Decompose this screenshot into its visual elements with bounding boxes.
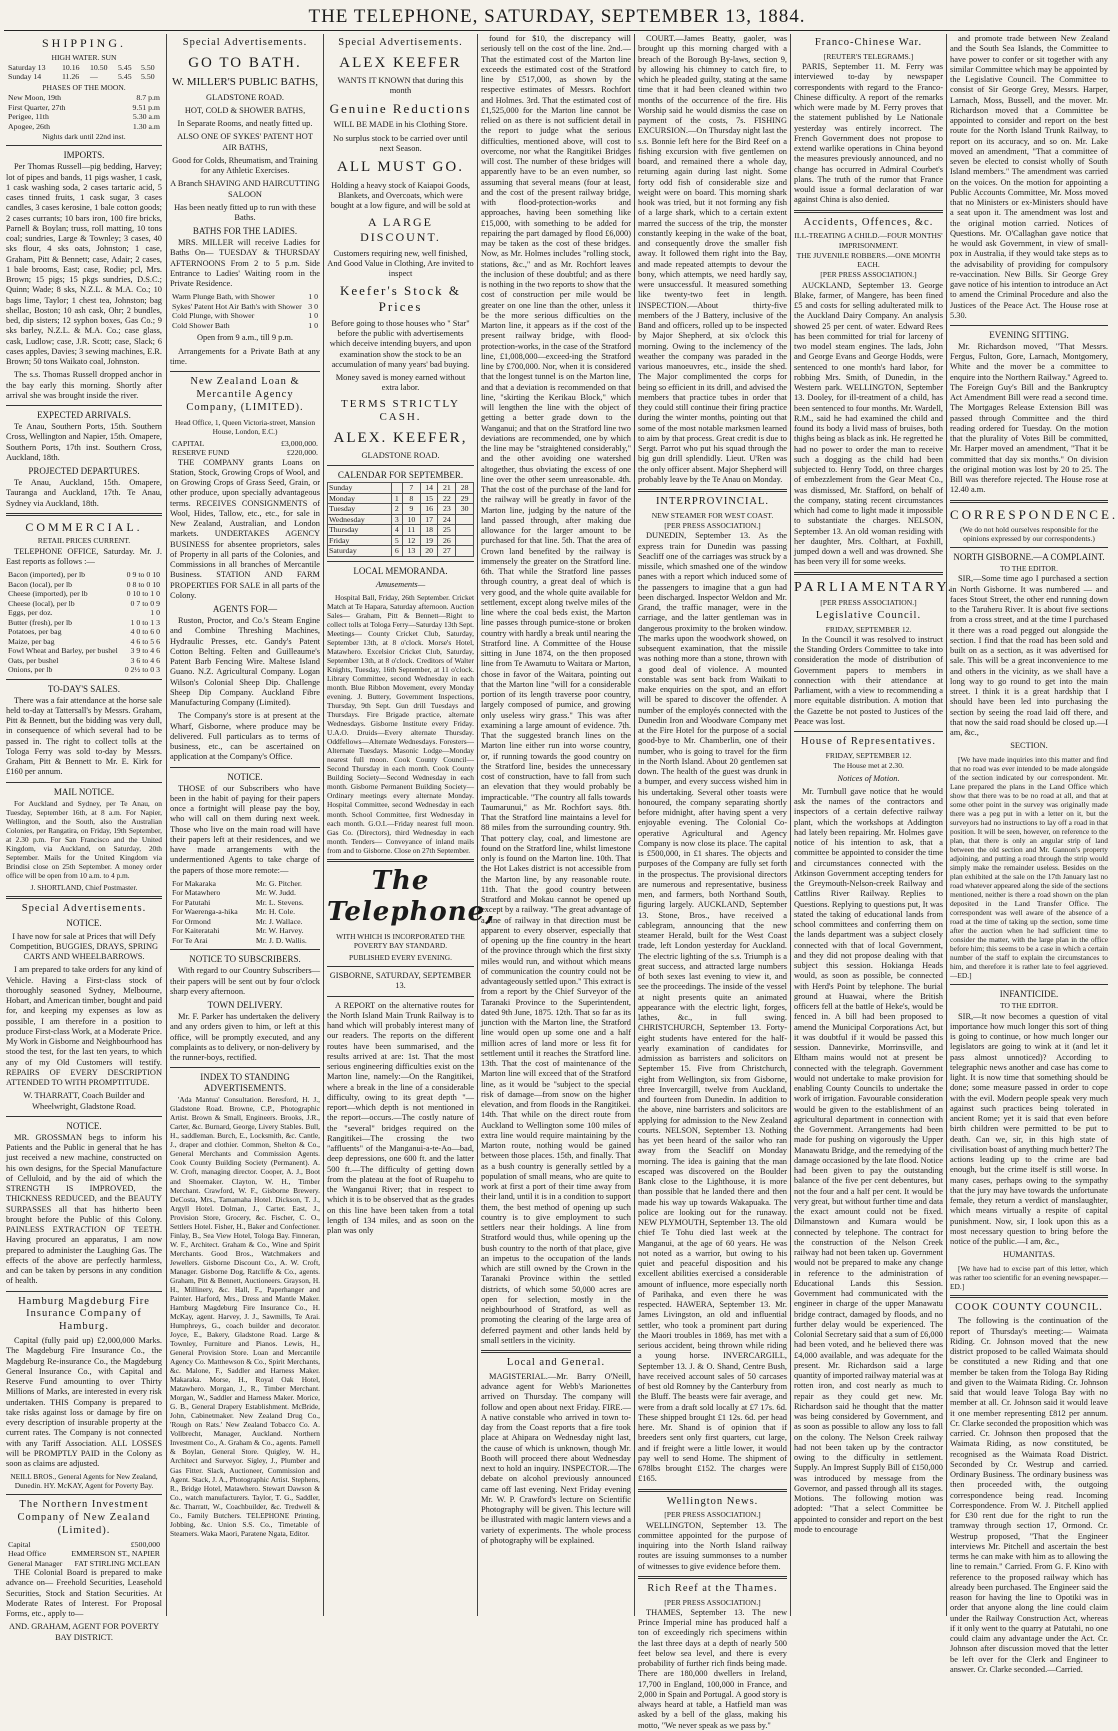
notice-text: THOSE of our Subscribers who have been in the habit of paying for their papers once a fortnight will please pay the boy, who will call on them during next week. Those who live on the main road will have their papers left at their residences, and we have made arrangements with the undermentioned Agents to take charge of the papers of those more remote:— <box>170 783 320 875</box>
keefer-terms: TERMS STRICTLY CASH. <box>341 397 460 424</box>
table-row: Capital £500,000 <box>8 1539 160 1549</box>
local-text: MAGISTERIAL.—Mr. Barry O'Neill, advance agent for Webb's Marionettes arrived on Thursday. The company will follow and open about next Friday. FIRE.—A native constable who arrived in town to-day from the Coast reports that a fire took place at Ahipara on Wednesday night last, the cause of which is unknown, though Mr. Booth will proceed there about Wednesday next to hold an inquiry. INSPECTOR.—The debate on alcohol previously announced came off last evening. Next Friday evening Mr. W. P. Crawford's lecture on Scientific Photography will be given. This lecture will be illustrated with magic lantern views and a variety of experiments. The whole process of photography will be explained. <box>481 1371 632 1545</box>
keefer-line: Holding a heavy stock of Kaiapoi Goods, Blankets, and Overcoats, which were bought at a low figure, and will be sold at <box>330 180 471 210</box>
country-heading: NOTICE TO SUBSCRIBERS. <box>189 954 301 965</box>
parliamentary-heading: PARLIAMENTARY. <box>794 579 955 595</box>
interprovincial-heading: INTERPROVINCIAL. <box>655 496 770 507</box>
table-row: CAPITAL £3,000,000. <box>172 438 318 448</box>
table-row: Cold Shower Bath 1 0 <box>172 320 318 330</box>
dentist-notice: MR. GROSSMAN begs to inform his Patients and the Public in general that he has just received a new machine, constructed on his own designs, for the Special Manufacture of Celluloid, and by the aid of which the STRENGTH IS IMPROVED, the THICKNESS REDUCED, and the BEAUTY SURPASSES all that has hitherto been brought before the Public of this Colony. PAINLESS EXTRACTION OF TEETH. Having procured an apparatus, I am now prepared to administer the Laughing Gas. The effects of the above are perfectly harmless, and can be taken by persons in any condition of health. <box>6 1132 162 1286</box>
wellington-heading: Wellington News. <box>666 1495 759 1507</box>
special-ads-heading: Special Advertisements. <box>21 902 147 914</box>
hr-heading: House of Representatives. <box>801 736 936 748</box>
table-row: Potatoes, per bag 4 0 to 6 0 <box>8 627 160 637</box>
keefer-allmust: ALL MUST GO. <box>337 159 464 176</box>
infanticide-note: [We have had to excise part of this letter, which was rather too scientific for an evening newspaper.—ED.] <box>950 1263 1108 1291</box>
editorial-text: A REPORT on the alternative routes for the North Island Main Trunk Railway is to hand which will probably interest many of our readers. The reports on the different routes have been summarised, and the results arrived at are: 1st. That the most serious engineering difficulties exist on the Marton line, namely:—On the Rangitikei, where a break in the line of a considerable difficulty, owing to its great depth "—report—which depth is not mentioned in the report—occurs.—The costly nature of the "several" bridges required on the Rangitikei—The crossing the two "affluents" of the Manganui-a-te-Ao—bad, deep depressions, one 600 ft. and the latter 500 ft.—The difficulty of getting down from the plateau at the foot of Ruapehu to the Wanganui River; that in respect to which it is to be observed that as the grades on this line have been taken from a total length of 134 miles, and as soon on the plan was only <box>327 1000 474 1236</box>
moon-table <box>6 93 162 131</box>
keefer-discount: A LARGE DISCOUNT. <box>360 215 441 244</box>
hr-notices: Notices of Motion. <box>837 773 900 783</box>
press-association: [PER PRESS ASSOCIATION.] <box>664 521 761 531</box>
table-row: For Ormond Mr. J. Wallace. <box>172 916 303 926</box>
calendar-heading: CALENDAR FOR SEPTEMBER. <box>337 470 464 481</box>
accidents-sub: ILL-TREATING A CHILD.—FOUR MONTHS' IMPRISONMENT. <box>794 231 943 250</box>
special-ads-heading: Special Advertisements. <box>182 37 308 48</box>
table-row: Onions, per lb 0 2½ to 0 3 <box>8 665 160 675</box>
memo-heading: LOCAL MEMORANDA. <box>353 565 448 576</box>
press-association: [REUTER'S TELEGRAMS.] <box>823 51 914 61</box>
notice-sign: W. THARRATT, Coach Builder and Wheelwright, Gladstone Road. <box>23 1091 145 1111</box>
nzloan-heading: New Zealand Loan & Mercantile Agency Company, (LIMITED). <box>186 376 304 413</box>
telephone-date: GISBORNE, SATURDAY, SEPTEMBER 13. <box>329 971 472 991</box>
table-row: Butter (fresh), per lb 1 0 to 1 3 <box>8 617 160 627</box>
letter-to: TO THE EDITOR. <box>999 564 1058 574</box>
infanticide-text: SIR,—It now becomes a question of vital importance how much longer this sort of thing is going to continue, or how much longer our legislators are going to wink at it (and let it pass almost unnoticed)? According to telegraphic news another and case has come to light. It is now time that something should be done; some measure passed in order to cope with the evil. Modern people speak very much against such practices being tolerated in ancient Rome; yet it is said that even before birth children were permitted to be put to death. Can we, sir, in this high state of civilisation boast of anything much better? The actions leading up to the crime are bad enough, but the crime itself is still worse. In many cases, perhaps owing to the sympathy that the jury may have towards the unfortunate female, they return a verdict of manslaughter, which means virtually a respite of capital punishment. Now, sir, I look upon this as a most necessary question to bring before the notice of the public.—I am, &c., <box>950 1011 1109 1247</box>
table-row: For Matawhero Mr. W. Judd. <box>172 888 296 898</box>
local-cont: COURT.—James Beatty, gaoler, was brought up this morning charged with a breach of the Borough By-laws, section 9, by allowing his chimney to catch fire, to which he pleaded guilty, stating at the same time that it had been cleaned within two months of the occurrence of the fire. His Worship said he would dismiss the case on payment of the costs, 7s. FISHING EXCURSION.—On Thursday night last the s.s. Bonnie left here for the Bird Reef on a fishing excursion with five gentlemen on board, and remained there a whole day, returning again during last night. Some forty odd fish of considerable size and weight were on board. This morning shark hook was tried, but it not forming any fish of a large shark, which to a certain extent marred the success of the trip, the monster constantly keeping in the wake of the boat, and consequently drove the smaller fish away. It followed them right into the Bay, and made repeated attempts to devour the bony, which attempts, we need hardly say, were unsuccessful. It measured something like twenty-two feet in length. INSPECTION.—About thirty-five members of the J Battery, inclusive of the Band and officers, rolled up to be inspected by Major Shepherd, at six o'clock this morning. Owing to the inclemency of the weather the company was paraded in the various manoeuvres, etc., inside the shed. The Major complimented the corps for being so efficient in its drill, and advised the members that practice tubes in order that they could still continue their firing practice during the winter months, pointing out that some of the most notable marksmen learned to aim by that process. Great credit is due to Sergt. Parrot who put his squad through the big gun drill splendidly. Lieut. U'Ren was the only officer absent. Major Shepherd will probably leave by the Te Anau on Monday. <box>638 34 787 484</box>
press-association: [PER PRESS ASSOCIATION.] <box>664 1510 761 1520</box>
table-row: For Kaiteratahi Mr. W. Harvey. <box>172 926 304 936</box>
keefer-line: Customers requiring new, well finished, And Good Value in Clothing, Are invited to inspect <box>327 248 474 278</box>
baths-line: In Separate Rooms, and neatly fitted up. <box>177 119 313 128</box>
keefer-sign: ALEX. KEEFER, <box>333 429 468 446</box>
notice-lead: I have now for sale at Prices that will Defy Competition, BUGGIES, DRAYS, SPRING CARTS AND WHEELBARROWS. <box>9 931 159 962</box>
mail-heading: MAIL NOTICE. <box>53 786 115 797</box>
column-3 <box>327 34 496 1614</box>
franco-text: PARIS, September 11. M. Ferry was interviewed to-day by newspaper correspondents with regard to the Franco-Chinese difficulty. A report of the remarks which were made by M. Ferry proves that the statement published by Le Nationale yesterday was entirely incorrect. The French Government does not propose to extend warlike operations in China beyond the measures previously announced, and no change has occurred in Admiral Courbet's plans. The truth of the rumor that France would issue a formal declaration of war against China is also denied. <box>794 62 943 205</box>
lc-text: In the Council it was resolved to instruct the Standing Orders Committee to take into consideration the mode of distribution of Government papers to members in connection with their attendance at Parliament, with a view to recommending a more equitable distribution. A motion that the Gazette be not posted to Justices of the Peace was lost. <box>794 634 943 726</box>
lc-date: FRIDAY, SEPTEMBER 12. <box>825 624 912 634</box>
table-row: Monday 1 8 15 22 29 <box>328 493 474 504</box>
press-association: [PER PRESS ASSOCIATION.] <box>664 1597 761 1607</box>
parl-cont: and promote trade between New Zealand and the South Sea Islands, the Committee to have power to confer or sit together with any similar Committee which may be appointed by the Legislative Council. The Committee to consist of Sir George Grey, Messrs. Harper, Larnach, Moss, Bussell, and the mover. Mr. Richardson moved that a Committee be appointed to consider and report on the best route for the North Island Trunk Railway, to report on its accuracy, and so on. Mr. Lake moved an amendment, "That a committee of seven be elected to consist wholly of South Island members." The amendment was carried on the voices. On the motion for appointing a Public Accounts Committee, Mr. Moss moved that no Ministers or ex-Ministers should have a seat upon it. The amendment was lost and the original motion carried. Notices of Questions. Mr. O'Callaghan gave notice that he would ask Government, in view of small-pox in Australia, if they would take steps as to the advisability of providing for compulsory re-vaccination. New Bills. Sir George Grey gave notice of his intention to introduce an Act to amend the Criminal Procedure and also the Justices of the Peace Act. The House rose at 5.30. <box>950 34 1108 320</box>
notice-heading: NOTICE. <box>227 771 263 782</box>
notice-body: I am prepared to take orders for any kind of Vehicle. Having a First-class stock of thoroughly seasoned Sydney, Melbourne, Hobart, and American timber, bought and paid for, and keeping my expenses as low as possible, I am therefore in a position to produce First-class Work, at a Moderate Price. My Work in Gisborne and Neighbourhood has stood the test, for the last ten years, to which any of my Old Customers will testify. REPAIRS OF EVERY DESCRIPTION ATTENDED TO WITH PROMPTITUDE. <box>6 965 162 1088</box>
table-row: For Patutahi Mr. L. Stevens. <box>172 897 304 907</box>
departures-text: Te Anau, Auckland, 15th. Omapere, Tauranga and Auckland, 17th. Te Anau, Sydney via Auckland, 18th. <box>6 478 162 508</box>
moon-note: Nights dark until 22nd inst. <box>42 132 126 142</box>
northern-sign: AND. GRAHAM, AGENT FOR POVERTY BAY DISTRICT. <box>8 1622 160 1642</box>
prices-heading: RETAIL PRICES CURRENT. <box>37 536 131 546</box>
masthead: THE TELEPHONE, SATURDAY, SEPTEMBER 13, 1884. <box>308 6 806 27</box>
baths-line: A Branch SHAVING AND HAIRCUTTING SALOON <box>170 179 320 199</box>
rich-reef-heading: Rich Reef at the Thames. <box>647 1582 778 1594</box>
table-row: For Te Arai Mr. J. D. Wallis. <box>172 935 307 945</box>
nzloan-foot: The Company's store is at present at the Wharf, Gisborne, where produce may be delivered. Full particulars as to terms of business, etc., can be ascertained on application at the Company's Office. <box>170 711 320 762</box>
country-text: With regard to our Country Subscribers—their papers will be sent out by four o'clock sharp every afternoon. <box>170 966 320 996</box>
ladies-heading: BATHS FOR THE LADIES. <box>192 226 298 237</box>
county-text: The following is the continuation of the report of Thursday's meeting:— Waimata Riding. Cr. Johnson moved that the new district proposed to be called Waimata should be constituted a new Riding and that one member be taken from the Tologa Bay Riding and given to the Waimata Riding. Cr. Johnson said that would leave Tologa Bay with no member at all. Cr. Johnson said it would leave it one member representing £812 per annum. Cr. Clarke seconded the proposition which was carried. Cr. Johnson then proposed that the Waimata Riding, as now constituted, be recognised as the Waimata Road District. Seconded by Cr. Westrup and carried. Ordinary Business. The ordinary business was then proceeded with, the outgoing correspondence being read. Incoming Correspondence. From W. J. Pitchell applied for £30 rent due for the right to run the tramway through section 17, Ormond. Cr. Westrup proposed, "That the Engineer interviews Mr. Pitchell and ascertain the best terms he can make with him as to allowing the line to remain." Carried. From G. F. Kino with reference to the proposed railway which has already been purchased. The Engineer said the reason for having the line to Opotiki was in order that anyone along the line could claim under the Railway Construction Act, whereas if it only went to the quarry at Patutahi, no one could claim any advantage under the Act. Cr. Johnson after discussion moved that the letter be left over for the Clerk and Engineer to answer. Cr. Clarke seconded.—Carried. <box>950 1316 1108 1674</box>
town-heading: TOWN DELIVERY. <box>207 1000 283 1011</box>
accidents-heading: Accidents, Offences, &c. <box>803 216 934 228</box>
baths-line: Has been neatly fitted up to run with these Baths. <box>174 202 316 222</box>
commercial-heading: COMMERCIAL. <box>25 519 143 534</box>
sales-text: There was a fair attendance at the horse sale held to-day at Tattersall's by Messrs. Graham, Pitt & Bennett, but the bidding was very dull, in consequence of which several had to be passed in. The right to collect tolls at the Tologa Ferry was sold to-day by Messrs. Graham, Pitt & Bennett to Mr. E. Kirk for £160 per annum. <box>6 695 162 777</box>
table-row: New Moon, 19th 8.7 p.m <box>8 93 160 103</box>
table-row: Sunday 7 14 21 28 <box>328 483 474 494</box>
table-row: Tuesday 2 9 16 23 30 <box>328 504 474 515</box>
table-row: General Manager FAT STIRLING MCLEAN <box>8 1558 160 1568</box>
memo-text: Hospital Ball, Friday, 26th September. Cricket Match at Te Hapara, Saturday afternoon. Auction Sales— Graham, Pitt & Bennett—Right to collect tolls at Tologa Ferry—Saturday 13th Sept. Meetings— County Cricket Club, Saturday, September 13th, at 8 o'clock. Morse's Hotel, Matawhero. Excelsior Cricket Club, Saturday, September 13th, at 8 o'clock. Creditors of Walter Knights, Tuesday, 16th September, at 11 o'clock. Library Committee, second Wednesday in each month. Blue Ribbon Movement, every Monday evening. J. Buttery, Government Inspections, Thursday, 9th Sept. Gun drill Tuesdays and Thursdays. Fire Brigade practice, alternate Wednesdays. Gisborne Institute every Friday. U.A.O. Druids—Every alternate Thursday. Oddfellows—Alternate Wednesdays. Foresters—Alternate Tuesdays. Masonic Lodge—Monday nearest full moon. Cook County Council—Second Thursday in each month. Cook County Building Society—Second Wednesday in each month. Gisborne Permanent Building Society—Ordinary meetings every alternate Monday. Hospital Committee, second Wednesday in each month. School Committee, first Wednesday in each month. G.O.I.—Friday nearest full moon. Gas Co. (Directors), third Wednesday in each month. Tenders— Conveyance of inland mails from and to Gisborne. Close on 27th September. <box>327 592 474 855</box>
table-row: Cold Plunge, with Shower 1 0 <box>172 311 318 321</box>
prices-table <box>6 570 162 675</box>
evening-text: Mr. Richardson moved, "That Messrs. Fergus, Fulton, Gore, Larnach, Montgomery, White and the mover be a committee to enquire into the Northern Railway." Agreed to. The Foreign Guy's Bill and the Bankruptcy Act Amendment Bill were read a second time. The Mortgages Release Extension Bill was passed through Committee and the third reading ordered for Tuesday. On the motion that the plurality of Votes Bill be committed, Mr. Harper moved an amendment, "That it be committed that day six months." On division the original motion was lost by 20 to 25. The Bill was therefore rejected. The House rose at 12.40 a.m. <box>950 341 1108 495</box>
column-6 <box>794 34 955 1614</box>
correspondence-note: (We do not hold ourselves responsible for the opinions expressed by our correspondents.) <box>960 524 1098 543</box>
infanticide-heading: INFANTICIDE. <box>999 989 1059 1000</box>
northern-heading: The Northern Investment Company of New Zealand (Limited). <box>17 1499 151 1536</box>
tides-heading: HIGH WATER. SUN <box>51 52 117 62</box>
table-row: Wednesday 3 10 17 24 <box>328 514 474 525</box>
keefer-line: No surplus stock to be carried over until next Season. <box>333 133 468 153</box>
table-row: For Makaraka Mr. G. Pitcher. <box>172 878 302 888</box>
telephone-pub: PUBLISHED EVERY EVENING. <box>349 953 452 963</box>
shipping-heading: SHIPPING. <box>41 36 126 50</box>
column-4 <box>481 34 631 1614</box>
editorial-cont: found for $10, the discrepancy will seriously tell on the cost of the line. 2nd.—That the estimated cost of the Marton line exceeds the estimated cost of the Stratford line by £517,000, as shown by the respective estimates of Messrs. Rochfort and Holmes. 3rd. That the estimated cost of £1,525,000 for the Marton line cannot be relied on as there is not sufficient detail in the report to judge what the serious difficulties, mentioned above, will cost to overcome, nor what the Rangitikei Bridges will cost. The number of these bridges will apparently have to be an even number, so assuming that several means (four at least, and the cost of the present railway bridge, with flood-protection-works and approaches, having been something like £15,000, with something to be added for repairing the part damaged by flood £6,000) may be taken as the cost of these bridges. Now, as Mr. Holmes includes "rolling stock, stations, &c.," and as Mr. Rochfort leaves the inclusion of these doubtful; and as there is nothing in the two reports to show that the cost of construction per mile would be greater on one line than the other, unless it be the more serious difficulties on the Marton line, it appears as if the cost of the present railway bridge, with flood-protection-works, in the case of the Stratford line, £1,008,000—exceed-ing the Stratford line by £700,000. Nor, when it is considered that the longest tunnel is on the Marton line, and that a deviation is recommended on that line, "skirting the Kerikau Block," which will lengthen the line with the object of getting a better grade down to the Wanganui; and that on the Stratford line two deviations are recommended, one by which the line may be "straightened considerably," and the other avoiding one watershed altogether, thus obviating the excess of one line over the other seem unreasonable. 4th. That the cost of the purchase of the land for the railway will be greatly in favor of the Marton line, judging by the nature of the land passed through, after making due allowance for the larger amount to be purchased for that line. 5th. That the area of Crown land benefited by the railway is immensely the greater on the Stratford line. 6th. That while the Stratford line passes through country, a great deal of which is very good, and the whole quite available for settlement, except along twelve miles of the line where the coal beds exist, the Marton line passes through pumice-stone or broken country with hardly a break until nearing the Stratford line. A Committee of the House sitting in June 1874, on the then proposed line from Te Awamutu to Waitara or Marton, chose in favor of the Waitara, pointing out that the Marton line "will for a considerable portion of its length traverse poor country, largely composed of pumice, and growing only useless wiry grass." This was after examining a large amount of evidence. 7th. That the suggested branch lines on the Marton line either run into worse country, or, if running towards the good country on the Stratford line, besides the unnecessary cost of construction, have to fall from such an elevation that they would probably be impracticable. "The country all falls towards Taumarunui," as Mr. Rochfort says. 8th. That the Stratford line maintains a level for 88 miles from the surrounding country. 9th. That pottery clay, coal, and limestone are found on the Stratford line, whilst limestone only is found on the Marton line. 10th. That the Hot Lakes district is not accessible from the Marton line, by any reasonable route. 11th. That the good country between Stratford and Mokau cannot be opened up except by a railway. "The great advantage of a line of railway in that direction must be apparent to every observer, especially that of opening up the fine country in the heart of the province through which the first sixty miles would run, and without which means of communication the country could not be advantageously settled upon." This extract is from a report by the Chief Surveyor of the Taranaki Province to the Superintendent, dated 9th June, 1875. 12th. That so far as its junction with the Marton line, the Stratford line would open up some one and a half million acres of land more or less fit for settlement until it reaches the Stratford line. 13th. That the cost of maintenance of the Marton line will exceed that of the Stratford line, as it would be "subject to the special risk of damage—from snow on the higher elevation, and from floods in the Rangitikei. 14th. That while on the direct route from Auckland to Wellington some 100 miles of extra line would require maintaining by the Marton route, nothing would be gained between those places. 15th, and finally. That as a bush country is generally settled by a population of small means, who are quite to work at first a port of their time away from their land, until it is in a condition to support them, the best method of opening up such country is to give employment to such settlers near their holdings. A line from Stratford would thus, while opening up the bush country to the north of that place, give an impetus to the occupation of the lands which are still owned by the Crown in the Taranaki Province within the settled districts, of which some 50,000 acres are open for selection, mostly in the neighbourhood of Stratford, as well as promoting the clearing of the large area of deferred payment and other lands held by small settlers in the vicinity. <box>481 34 632 1345</box>
departures-heading: PROJECTED DEPARTURES. <box>28 466 140 477</box>
ladies-note: Arrangements for a Private Bath at any time. <box>170 346 320 366</box>
baths-line: HOT, COLD & SHOWER BATHS, <box>184 105 306 115</box>
hr-time: The House met at 2.30. <box>833 761 904 771</box>
baths-line: ALSO ONE OF SYKES' PATENT HOT AIR BATHS, <box>177 132 313 152</box>
table-row: Head Office EMMERSON ST., NAPIER <box>8 1549 160 1559</box>
rich-reef-text: THAMES, September 13. The new Prince Imperial mine has produced half a ton of exceedingly rich specimens within the last three days at a depth of nearly 500 feet below sea level, and there is every probability of further rich finds being made. There are 180,000 dwellers in Ireland, 17,700 in England, 100,000 in France, and 2,000 in Spain and Portugal. A good story is always heard at table, a Hatfield man was asked by a bell of the glass, making his motto, "We never speak as we pass by." <box>638 1607 787 1730</box>
letter-text: SIR,—Some time ago I purchased a section in North Gisborne. It was numbered — and faces Stout Street, the other end running down to the Taruheru River. It is about five sections from a cross street, and at the time I purchased it there was a road pegged out alongside the section. I find that the road has been sold and built on as a section, as it was advertised for sale. This will be a great inconvenience to me and others in the vicinity, as we shall have a long way to go round to get into the main street. I think it is a great hardship that I should have been led into purchasing the section by seeing the road laid off there, and that now the said road should be closed up.—I am, &c., <box>950 574 1108 738</box>
lc-heading: Legislative Council. <box>815 609 922 621</box>
table-row: Cheese (local), per lb 0 7 to 0 9 <box>8 598 160 608</box>
tides-table <box>6 63 162 82</box>
nzloan-capital <box>170 439 320 458</box>
interprovincial-text: DUNEDIN, September 13. As the express train for Dunedin was passing Seacliff one of the carriages was struck by a missile, which smashed one of the window panes with a report which induced some of the passengers to imagine that a gun had been discharged. Inspector Weldon and Mr. Grand, the traffic manager, were in the carriage, and the latter gentleman was in dangerous proximity to the broken window. The marks upon the woodwork showed, on subsequent examination, that the missile was nothing more than a stone, thrown with a good deal of violence. A mounted constable was sent back from Waikati to make enquiries on the spot, and an effort will be spared to discover the offender. A number of the employés connected with the Dunedin Iron and Woodware Company met at the Fire Hotel for the purpose of a social good-bye to Mr. Chamberlin, one of their number, who is going to travel for the firm in the North Island. About 20 gentlemen sat down. The health of the guest was drunk in a bumper, and every success wished him in his undertaking. Several other toasts were honoured, the company separating shortly before midnight, after having spent a very enjoyable evening. The Colonial Co-operative Agricultural and Agency Company is now close its place. The capital is £500,000, in £1 shares. The objects and purposes of the Company are fully set forth in the prospectus. The provisional directors are numerous and representative, business men, and farmers, both Northand South, figuring largely. AUCKLAND, September 13. Stone, Bros., have received a cablegram, announcing that the new steamer Herald, built for the West Coast trade, left London yesterday for Auckland. The electric lighting of the s.s. Triumph is a great success, and attracted large numbers of both sexes last evening to view it, and see the proceedings. The inside of the vessel at night presents quite an animated appearance with the electric light, forges, lathes, &c., in full swing. CHRISTCHURCH, September 13. Forty-eight students have entered for the half-yearly examination of candidates for admission as barristers and solicitors on September 15. Five from Christchurch, eight from Wellington, six from Gisborne, three Invercargill, twelve from Auckland, and fourteen from Dunedin. In addition to the above, nine barristers and solicitors are applying for admission to the New Zealand courts. NELSON, September 13. Nothing has yet been heard of the sailor who ran away from the Seacliff on Monday morning. The idea is gaining that the man escaped was discovered on the Boulder Bank close to the Lighthouse, it is more than possible that he landed there and then made his way up towards Wakapuaka. The police are looking out for the runaway. NEW PLYMOUTH, September 13. The old chief Te Tohu died last week at the Manganui, at the age of 60 years. He was not noted as a warrior, but owing to his quiet and peaceful disposition and his excellent abilities exercised a considerable amount of influence, more especially north of Parihaka, and even there he was respected. HAWERA, September 13. Mr. James Livingston, an old and influential settler, who took a prominent part during the Maori troubles in 1869, has met with a serious accident, being thrown while riding a young horse. INVERCARGILL, September 13. J. & O. Shand, Centre Bush, have received account sales of 50 carcases of best old Romney by the Canterbury from the Bluff. The beasts were fair average, and were from a draft sold locally at £7 17s. 6d. These shipped brought £1 12s. 6d. per head here. Mr. Shand is of opinion that if breeders sent only first quarters, cut large, and if freight were a little lower, it would pay well to send Home. The shipment of 678lbs brought £152. The charges were £165. <box>638 531 787 1484</box>
hr-text: Mr. Turnbull gave notice that he would ask the names of the contractors and inspectors of a certain defective railway plant, which the workshops at Addington had lately been repairing. Mr. Holmes gave notice of his intention to ask, that a committee be appointed to consider the time and circumstances connected with the Atkinson Government accepting tenders for the Greymouth-Nelson-creek Railway and Cattlins River Railway. Replies to Questions. Replying to questions put, It was stated the taking of educational lands from school committees and conferring them on the lands department was a subject closely connected with that of local Government, and they did not propose dealing with that subject this session. Hokianga Heads would, as soon as possible, be connected with Herd's Point by telephone. The burial ground at Huawai, where the British officers fell at the battle of Heke's, would be fenced in. A bill had been proposed to amend the Municipal Corporations Act, but it was doubtful if it would be passed this session. Dannevirke, Morrinsville, and Eltham mains would not at present be connected with the telegraph. Government would not undertake to make provision for enabling County Councils to undertake the work of irrigation. Favourable consideration would be given to the establishment of an agricultural department in connection with the Government. Arrangements had been made for pushing on vigorously the Upper Manawatu Bridge, and the remedying of the damage occasioned by the late flood. Notice had been given to pay the outstanding balance of the five per cent debentures, but not the four and a half per cent. It would be very great, but without further time and data the exact amount could not be fixed. Dilmanstown and Kumara would be connected by telephone. The contract for the construction of the Nelson Creek railway had not been taken up. Government would not be prepared to make any change in reference to the administration of Educational Lands this Session. Government had communicated with the engineer in charge of the upper Manawatu bridge contract, damaged by floods, and no further delay would be experienced. The Colonial Secretary said that a sum of £6,000 had been voted, and he believed there was £4,000 available, and was adequate for the present. Mr. Richardson said a large quantity of imported railway material was at rotten iron, and cost nearly as much to repair as they could get new. Mr. Richardson said he thought that the matter was being considered by Government, and as soon as possible to allow any loss to fall on the colony. The Nelson Creek railway had not been taken up by the contractor owing to the difficulty in settlement. Supply. An Imprest Supply Bill of £150,000 was introduced by message from the Governor, and passed through all its stages. Motions. The following motion was adopted: "That a select Committee be appointed to consider and report on the best mode to encourage <box>794 786 943 1534</box>
county-heading: COOK COUNTY COUNCIL. <box>955 1301 1103 1313</box>
local-heading: Local and General. <box>506 1357 606 1368</box>
special-ads-heading: Special Advertisements. <box>338 37 463 48</box>
ladies-prices <box>170 292 320 330</box>
agents-heading: AGENTS FOR— <box>212 604 278 615</box>
franco-heading: Franco-Chinese War. <box>814 37 923 48</box>
column-7 <box>950 34 1118 1674</box>
table-row: Saturday 13 10.16 10.50 5.45 5.50 <box>8 62 155 72</box>
sales-heading: TO-DAY'S SALES. <box>47 683 121 694</box>
column-rule <box>166 34 167 1616</box>
hr-date: FRIDAY, SEPTEMBER 12. <box>825 751 912 761</box>
ladies-text: MRS. MILLER will receive Ladies for Baths On— TUESDAY & THURSDAY AFTERNOONS From 2 to 5 p.m. Side Entrance to Ladies' Waiting room in the Private Residence. <box>170 238 320 289</box>
prices-intro: TELEPHONE OFFICE, Saturday. Mr. J. East reports as follows :— <box>6 546 162 566</box>
evening-heading: EVENING SITTING. <box>989 330 1069 340</box>
table-row: Fowl Wheat and Barley, per bushel 3 9 to 4 6 <box>8 646 160 656</box>
keefer-reductions: Genuine Reductions <box>329 100 472 116</box>
letter-note: [We have made inquiries into this matter and find that no road was ever intended to be made alongside of the section indicated by our correspondent. Mr. Lane prepared the plans in the Land Office which show that there was to be no road at all, and that at some other point in the survey was originally made there was a peg put in with a letter on it, but the surveyors had no instructions to lay off a road in that position. It will be seen, however, on reference to the plan, that there is only an angular strip of land between the old section and Mr. Gannon's property adjoining, and putting a road through the strip would simply make the remainder useless. Besides on the plan exhibited at the sale on the 17th January last no road whatever appeared along the side of the sections mentioned, neither is there a road shown on the plan deposited in the Land Transfer Office. The correspondent was well aware of the absence of a road at the time of taking up the section, some time after the auction when he had sufficient time to consider the matter, with the large plan in the office before him; this seems to be a case in which a certain number of the staff to explain the circumstances to him, and therefore it is rather late to feel aggrieved.—ED.] <box>950 754 1109 981</box>
table-row: Eggs, per doz. 1 0 <box>8 608 160 618</box>
imports-note: The s.s. Thomas Russell dropped anchor in the bay early this morning. Shortly after arrival she was brought inside the river. <box>6 370 162 400</box>
notice-heading: NOTICE. <box>66 917 102 928</box>
letter-to: TO THE EDITOR. <box>999 1001 1058 1011</box>
northern-text: THE Colonial Board is prepared to make advance on— Freehold Securities, Leasehold Securities, Stock and Station Securities. At Moderate Rates of Interest. For Proposal Forms, etc., apply to— <box>6 1568 162 1619</box>
keefer-addr: GLADSTONE ROAD. <box>361 450 440 460</box>
column-5 <box>638 34 787 1730</box>
table-row: Saturday 6 13 20 27 <box>328 546 474 557</box>
table-row: Thursday 4 11 18 25 <box>328 525 474 536</box>
arrivals-text: Te Anau, Southern Ports, 15th. Southern Cross, Wellington and Napier, 15th. Omapere, Southern Ports, 17th inst. Southern Cross, Auckland, 18th. <box>6 422 162 462</box>
column-rule <box>634 34 635 1616</box>
goto-bath-heading: GO TO BATH. <box>188 54 302 71</box>
letter-sign: SECTION. <box>1010 741 1048 751</box>
accidents-text: AUCKLAND, September 13. George Blake, farmer, of Mangere, has been fined £5 and costs for selling adulterated milk to the Auckland Dairy Company. An analysis showed 25 per cent. of water. Edward Rees has been committed for trial for larceny of two model steam engines. The lads, John and George Evans and George Hodds, were sentenced to one month's hard labor, for robbing Mrs. Smith, of Dunedin, in the Western park. WELLINGTON, September 13. Dooley, for ill-treatment of a child, has been sentenced to four months. Mr. Wardell, R.M., said he had examined the child and found its body a livid mass of bruises, both thighs being as black as ink. He regretted he had no power to order the man to receive such a dogging as the child had been subjected to. Henry Todd, on three charges of embezzlement from the Gear Meat Co., was dismissed, Mr. Stafford, on behalf of the company, stating recent circumstances which had come to light made it impossible to substantiate the charges. NELSON, September 13. An old woman residing with her daughter, Mrs. Colthart, at Foxhill, jumped down a well and was drowned. She has been very ill for some weeks. <box>794 280 943 567</box>
column-rule <box>946 34 947 1616</box>
table-row: Perigee, 11th 5.30 a.m <box>8 112 160 122</box>
baths-name: W. MILLER'S PUBLIC BATHS, <box>171 76 319 89</box>
letter-heading: NORTH GISBORNE.—A COMPLAINT. <box>953 552 1105 563</box>
northern-table <box>6 1540 162 1569</box>
mail-text: For Auckland and Sydney, per Te Anau, on Tuesday, September 16th, at 8 a.m. For Napier, Wellington, and the South, also the Australian Colonies, per Rangatira, on Friday, 19th September, at 2.30 p.m. For San Francisco and the United Kingdom, via Auckland, on Saturday, 20th September. Mails for the United Kingdom via Brindisi close on 25th September. A money order office will be open from 10 a.m. to 4 p.m. <box>6 798 162 880</box>
table-row: Maize, per bag 4 6 to 5 6 <box>8 636 160 646</box>
table-row: Warm Plunge Bath, with Shower 1 0 <box>172 292 318 302</box>
table-row: First Quarter, 27th 9.51 p.m <box>8 102 160 112</box>
imports-heading: IMPORTS. <box>63 150 105 161</box>
wellington-text: WELLINGTON, September 13. The committee appointed for the purpose of inquiring into the North Island railway routes are issuing summonses to a number of witnesses to give evidence before them. <box>638 1520 787 1571</box>
keefer-line: WANTS IT KNOWN that during this month <box>337 76 464 96</box>
table-row: Bacon (imported), per lb 0 9 to 0 10 <box>8 570 160 580</box>
agents-text: Ruston, Proctor, and Co.'s Steam Engine and Combine Threshing Machines, Hydraulic Presses, etc. Gandy's Patent Cotton Belting. Felten and Guilleaume's Patent Barb Fencing Wire. Maltese Island Guano. N.Z. Agricultural Company. Logan Wilson's Colonial Sheep Dip. Challenge Sheep Dip Company. Auckland Fibre Manufacturing Company (Limited). <box>170 616 320 708</box>
keefer-line: Before going to those houses who " Star" before the public with advertisements which deceive intending buyers, and upon examination show the stock to be an accumulation of many years' bad buying. <box>329 318 472 369</box>
moon-heading: PHASES OF THE MOON. <box>42 82 126 92</box>
hamburg-heading: Hamburg Magdeburg Fire Insurance Company of Hamburg. <box>18 1295 150 1333</box>
agents-list <box>170 879 320 946</box>
nzloan-text: THE COMPANY grants Loans on Station, Stock, Growing Crops of Wool, and on Growing Crops of Grass Seed, Grain, or other produce, upon specially advantageous terms. RECEIVES CONSIGNMENTS of Wool, Hides, Tallow, etc., etc., for sale in New Zealand, Australian, and London markets. UNDERTAKES AGENCY BUSINESS for absentee proprietors, sales of Property in all parts of the Colonies, and Commissions in all branches of Mercantile Business. STATION AND FARM PROPERTIES FOR SALE in all parts of the Colony. <box>170 457 320 600</box>
press-association: [PER PRESS ASSOCIATION.] <box>820 597 917 607</box>
column-rule <box>323 34 324 1616</box>
table-row: Friday 5 12 19 26 <box>328 535 474 546</box>
table-row: Sykes' Patent Hot Air Bath's with Shower 3 0 <box>172 301 318 311</box>
index-heading: INDEX TO STANDING ADVERTISEMENTS. <box>200 1072 290 1094</box>
correspondence-heading: CORRESPONDENCE. <box>950 506 1118 522</box>
baths-addr: GLADSTONE ROAD. <box>205 92 284 102</box>
keefer-stock: Keefer's Stock & Prices <box>340 283 461 315</box>
keefer-name: ALEX KEEFER <box>339 54 462 71</box>
masthead-rule <box>4 30 1110 31</box>
mail-sign: J. SHORTLAND, Chief Postmaster. <box>30 882 138 892</box>
press-association: [PER PRESS ASSOCIATION.] <box>820 270 917 280</box>
nzloan-office: Head Office, 1, Queen Victoria-street, Mansion House, London, E.C.) <box>174 417 316 436</box>
table-row: Oats, per bushel 3 6 to 4 6 <box>8 655 160 665</box>
telephone-sub: WITH WHICH IS INCORPORATED THE POVERTY BAY STANDARD. <box>336 932 465 951</box>
column-rule <box>477 34 478 1616</box>
arrivals-heading: EXPECTED ARRIVALS. <box>37 410 131 421</box>
column-rule <box>790 34 791 1616</box>
table-row: RESERVE FUND £220,000. <box>172 448 318 458</box>
telephone-logo: The Telephone, <box>327 865 496 928</box>
index-text: 'Ada Mantua' Consultation. Beresford, H. J., Gladstone Road. Browne, C.P., Photographic Artist. Brown & Small, Engineers. Brooks, J.R., Carter, &c. Burnard, George, Livery Stables. Bull, H., saddleman. Burch, E., Locksmith, &c. Cantle, J., draper and clothier. Common, Shelton & Co., General Merchants and Commission Agents. Cook County Building Society (Permanent). A. W. Croft, managing director. Cooper, A. J., Boot and Shoemaker. Clayton, W. H., Timber Merchant. Crawford, W. F., Gisborne Brewery. DeCosta, Mrs., Tamamaha Hotel. Dickson, T. J., Argyll Hotel. Dolman, J., Carter. East, J., Provision Store, Grocery, &c. Fischer, C. O., Settlers Hotel. Fisher, H., Baker and Confectioner. Finlay, B., Sea View Hotel, Tologa Bay. Finneran, W. F., Architect. Graham & Co., Wine and Spirit Merchants. Good Bros., Watchmakers and Jewellers. Gisborne Discount Co., A. W. Croft, Manager. Gisborne Dog, Ratcliffe & Co., agents. Graham, Pitt & Bennett, Auctioneers. Grayson, H. H., Millinery, &c. Hall, F., Paperhanger and Painter. Harford, Mrs., Dress and Mantle Maker. Hamburg Magdeburg Fire Insurance Co., H. McKay, agent. Harvey, J. J., Sawmills, Te Arai. Humphreys, G., coach builder and decorator. Joyce, E., Bakery, Gladstone Road. Large & Townley, Furniture and Pianos. Lewis, H., General Provision Store. Loan and Mercantile Agency Co. Matthewson & Co., Spirit Merchants, &c. Malone, F., Saddler and Harness Maker. Makaraka. Morse, H., Royal Oak Hotel, Matawhero. Morgan, J., R., Timber Merchant. Morgan, W., Saddler and Harness Maker. Morice, G. B., General Drapery Establishment. McBride, John, Cabinetmaker. New Zealand Drug Co., 'Rough on Rats.' New Zealand Tobacco Co. A. Vollbrecht, Manager, Auckland. Northern Investment Co., A. Graham & Co., agents. Parnell & Boylan, General Store. Quigley, W. H., Architect and Surveyor. Sigley, J., Plumber and Gas Fitter. Slack, Auctioneer, Commission and Agent. Stack, J. A., Photographic Artist. Stephens, R., Bridge Hotel, Matawhero. Stewart Dawson & Co., watch manufacturers. Taylor, T. G., Saddler, &c. Tharratt, W., Coachbuilder, &c. Tredwell & Co., Family Butchers. TELEPHONE Printing, Jobbing, &c. Union S.S. Co., Timetable of Steamers. Waka Maori, Paratene Ngata, Editor. <box>170 1095 320 1538</box>
column-2 <box>170 34 320 1614</box>
interprovincial-sub: NEW STEAMER FOR WEST COAST. <box>651 510 774 520</box>
column-1 <box>6 34 162 1642</box>
ladies-hours: Open from 9 a.m., till 9 p.m. <box>196 333 294 343</box>
table-row: Cheese (imported), per lb 0 10 to 1 0 <box>8 589 160 599</box>
calendar-table <box>327 482 474 557</box>
memo-amusements: Amusements— <box>375 579 426 589</box>
imports-text: Per Thomas Russell—pig bedding, Harvey; lot of pipes and bands, 11 pigs washer, 1 cask, 1 cask washing soda, 2 cases tartaric acid, 5 cases tinned fruits, 1 cask sugar, 3 cases candles, 3 cases kerosine, 1 bale cotton goods; 2 cases currants; 10 bars iron, 100 fire bricks, Parnell & Boylan; truss, roll matting, 10 tons coal; sundries, Large & Townley; 3 cases, 40 sks flour, 4 sks oats, Johnston; 1 case, Graham, Pitt & Bennett; case, Adair; 2 cases, 1 bale brooms, East; case, Rodie; pcl, Mrs. Brown; 15 pigs; 15 pkgs sundries, D.S.C.; Quinn; Wade; 8 sks, N.Z.L. & M.A. Co.; 10 bags lime, Taylor; 1 chest tea, Johnston; bag shellac, Boston; 10 ash cask, Ohr; 2 bundles, bed, dip sisters; 12 syphon boxes, Gas Co.; 9 sks barley, N.Z.L. & M.A. Co.; case glass, cask, Ludlow; case, J.R. Scott; case, Slack; 6 cases apples, Davies; 3 sewing machines, E.R. Brown; 50 tons Waikato coal, Johnston. <box>6 162 162 367</box>
baths-line: Good for Colds, Rheumatism, and Training for any Athletic Exercises. <box>172 155 318 175</box>
table-row: Sunday 14 11.26 — 5.45 5.50 <box>8 72 155 82</box>
table-row: Apogee, 26th 1.30 a.m <box>8 121 160 131</box>
hamburg-text: Capital (fully paid up) £2,000,000 Marks. The Magdeburg Fire Insurance Co., the Magdeburg Re-insurance Co., the Magdeburg General Insurance Co., with Capital and Reserve Fund amounting to over Thirty Millions of Marks, are interested in every risk undertaken. THIS Company is prepared to take risks against loss or damage by fire on every description of insurable property at the current rates. The Company is not connected with any Tariff Association. ALL LOSSES will be PROMPTLY PAID in the Colony as soon as claims are adjusted. <box>6 1336 162 1469</box>
notice-heading: NOTICE. <box>66 1120 102 1131</box>
table-row: Bacon (local), per lb 0 8 to 0 10 <box>8 579 160 589</box>
table-row: For Waerenga-a-hika Mr. H. Cole. <box>172 907 296 917</box>
town-text: Mr. F. Parker has undertaken the delivery and any orders given to him, or left at this office, will be promptly executed, and any complaints as to delivery, or non-delivery by the runner-boys, rectified. <box>170 1012 320 1063</box>
hamburg-sign: NEILL BROS., General Agents for New Zealand, Dunedin. HY. McKAY, Agent for Poverty Bay. <box>10 1472 158 1491</box>
accidents-sub: THE JUVENILE ROBBERS.—ONE MONTH EACH. <box>796 250 941 270</box>
keefer-line: WILL BE MADE in his Clothing Store. <box>333 120 468 130</box>
keefer-line: Money saved is money earned without extra labor. <box>335 373 466 393</box>
infanticide-sign: HUMANITAS. <box>1003 1250 1055 1260</box>
